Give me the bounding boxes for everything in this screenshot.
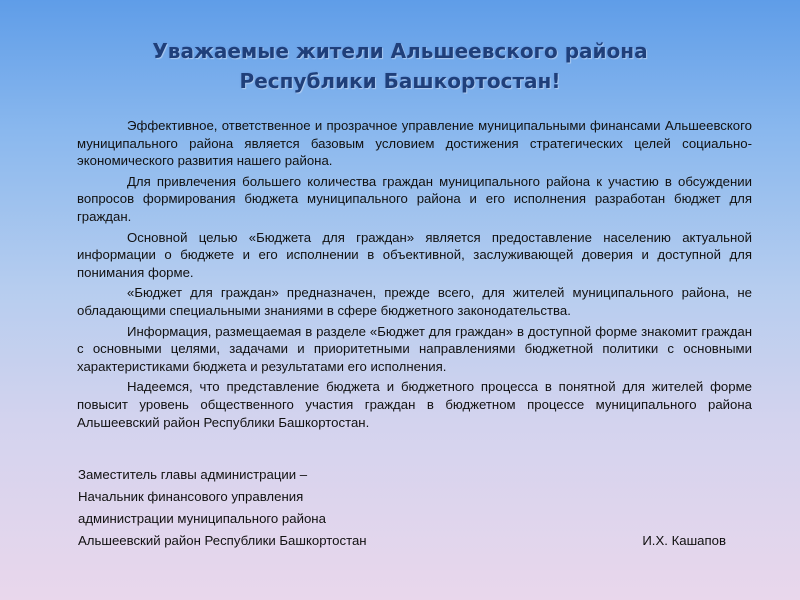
signature-position-line-3: администрации муниципального района bbox=[78, 511, 326, 526]
paragraph-2: Для привлечения большего количества граждан муниципального района к участию в обсуждении вопросов формирования бюджета муниципального района и его исполнения разработан бюджет для граждан. bbox=[77, 173, 752, 224]
page-title bbox=[0, 36, 800, 96]
signature-last-row bbox=[78, 530, 738, 552]
paragraph-6: Надеемся, что представление бюджета и бюджетного процесса в понятной для жителей форме повысит уровень общественного участия граждан в бюджетном процессе муниципального района Альшеевский район Республики Башкортостан. bbox=[77, 379, 752, 430]
signature-position-line-2: Начальник финансового управления bbox=[78, 489, 304, 504]
title-line-2: Республики Башкортостан! bbox=[239, 69, 561, 93]
title-line-1: Уважаемые жители Альшеевского района bbox=[152, 39, 648, 63]
signature-block bbox=[78, 464, 738, 552]
signer-name: И.Х. Кашапов bbox=[642, 533, 726, 548]
paragraph-5: Информация, размещаемая в разделе «Бюджет для граждан» в доступной форме знакомит граждан с основными целями, задачами и приоритетными направлениями бюджетной политики с основными характеристиками бюджета и результатами его исполнения. bbox=[77, 323, 752, 374]
paragraph-4: «Бюджет для граждан» предназначен, прежде всего, для жителей муниципального района, не обладающими специальными знаниями в сфере бюджетного законодательства. bbox=[77, 285, 752, 318]
paragraph-3: Основной целью «Бюджета для граждан» является предоставление населению актуальной информации о бюджете и его исполнении в объективной, заслуживающей доверия и доступной для понимания форме. bbox=[77, 229, 752, 280]
signature-position-line-4: Альшеевский район Республики Башкортостан bbox=[78, 533, 367, 548]
paragraph-1: Эффективное, ответственное и прозрачное управление муниципальными финансами Альшеевского муниципального района является базовым условием достижения стратегических целей социально-экономического развития нашего района. bbox=[77, 118, 752, 169]
signature-position-line-1: Заместитель главы администрации – bbox=[78, 467, 308, 482]
letter-body bbox=[77, 117, 752, 434]
